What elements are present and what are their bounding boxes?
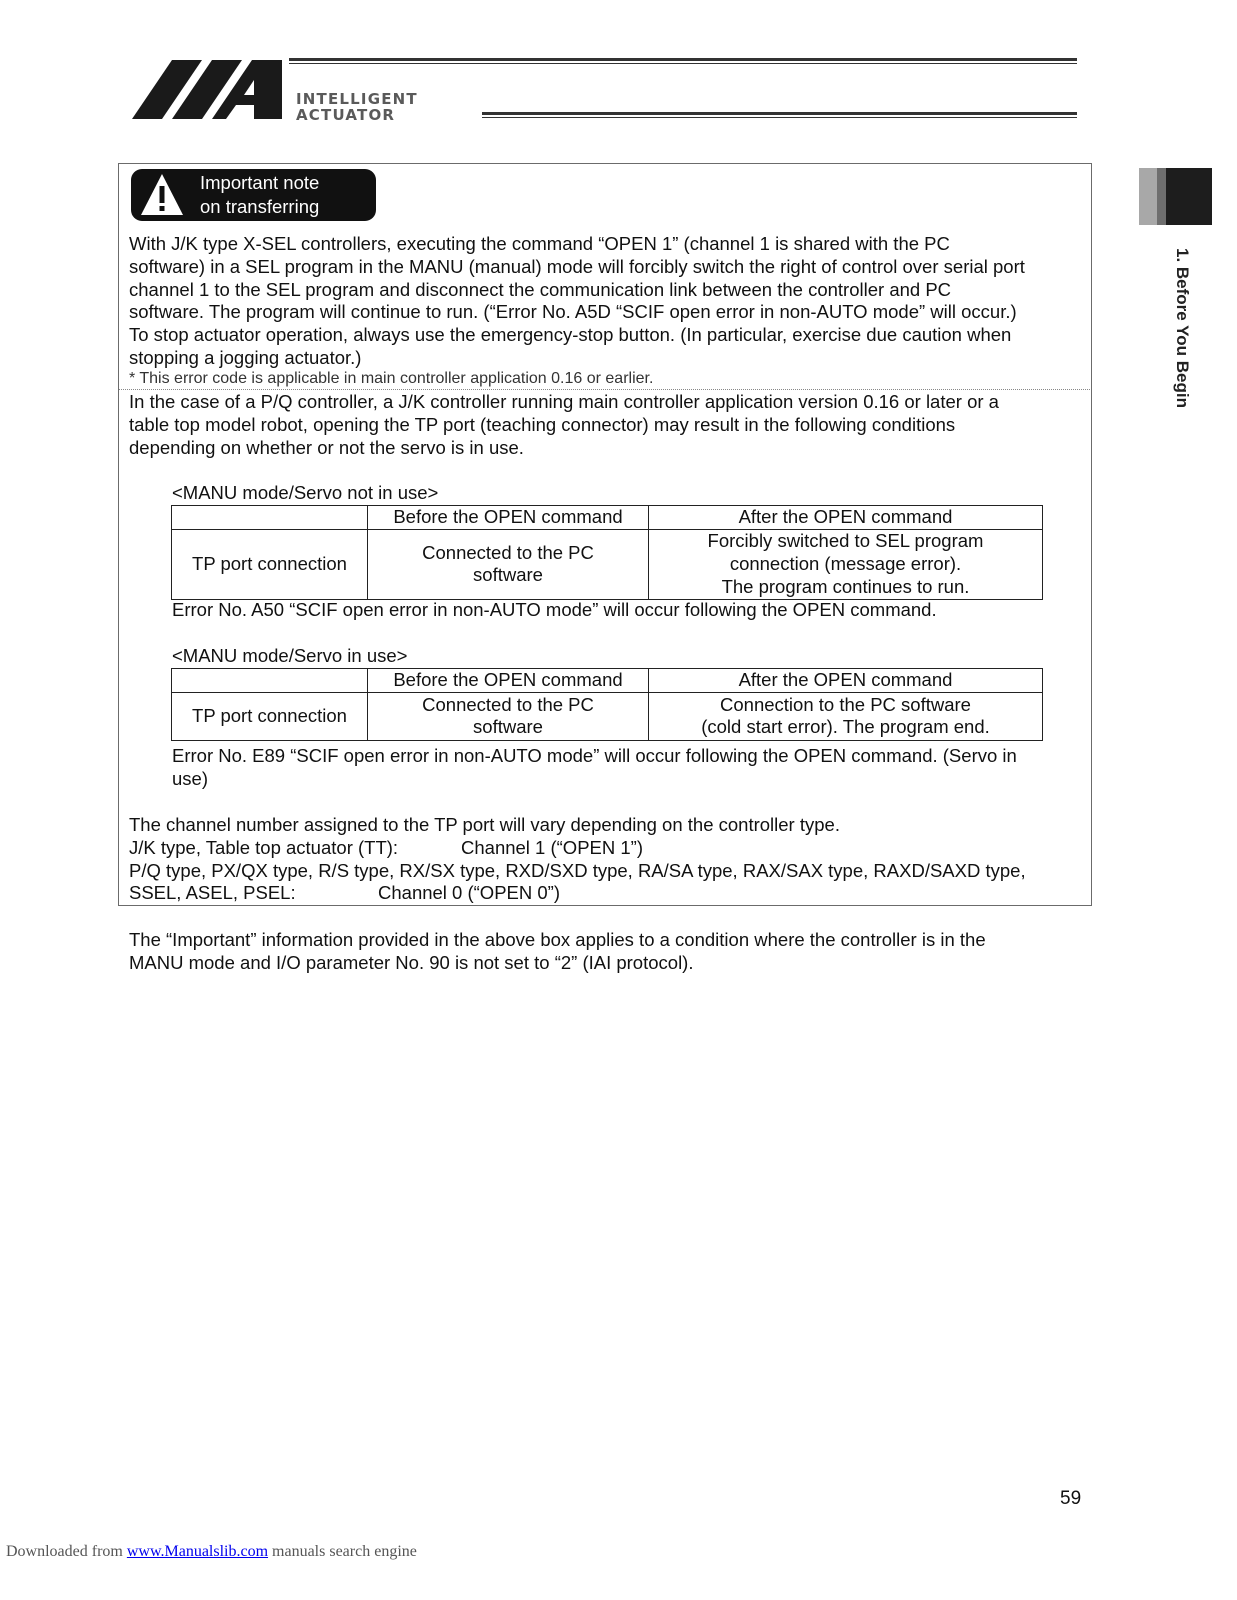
table-header-after: After the OPEN command — [649, 669, 1043, 693]
footer-suffix: manuals search engine — [268, 1543, 417, 1560]
text-line: Error No. E89 “SCIF open error in non-AUTO mode” will occur following the OPEN command. (Servo in — [172, 745, 1017, 766]
dotted-divider — [119, 389, 1090, 390]
channel-row2-label: P/Q type, PX/QX type, R/S type, RX/SX type, RXD/SXD type, RA/SA type, RAX/SAX type, RAXD/SAXD type, — [129, 860, 1026, 881]
servo-in-use-table — [171, 668, 1043, 741]
text-line: In the case of a P/Q controller, a J/K controller running main controller application version 0.16 or later or a — [129, 391, 999, 412]
table-cell-empty — [172, 669, 368, 693]
channel-intro: The channel number assigned to the TP port will vary depending on the controller type. — [129, 814, 840, 835]
table-cell-empty — [172, 506, 368, 530]
important-applicability-note — [129, 929, 986, 975]
text-line: The “Important” information provided in the above box applies to a condition where the controller is in the — [129, 929, 986, 950]
channel-row1-label: J/K type, Table top actuator (TT): — [129, 837, 399, 858]
important-note-badge — [131, 169, 376, 221]
footer-prefix: Downloaded from — [6, 1543, 127, 1560]
cell-line: software — [473, 716, 543, 738]
text-line: depending on whether or not the servo is in use. — [129, 436, 524, 458]
table1-error-note: Error No. A50 “SCIF open error in non-AUTO mode” will occur following the OPEN command. — [172, 599, 937, 620]
cell-line: connection (message error). — [729, 552, 962, 574]
text-line: software) in a SEL program in the MANU (manual) mode will forcibly switch the right of control over serial port — [129, 255, 1025, 277]
channel-row2-label-cont: SSEL, ASEL, PSEL: — [129, 882, 296, 903]
cell-line: Connection to the PC software — [720, 693, 971, 715]
text-line: stopping a jogging actuator.) — [129, 346, 362, 368]
channel-row1-value: Channel 1 (“OPEN 1”) — [461, 837, 643, 858]
cell-line: Connected to the PC — [422, 693, 594, 715]
transfer-warning-paragraph — [129, 233, 1025, 370]
table2-caption: <MANU mode/Servo in use> — [172, 645, 408, 666]
manualslib-link[interactable]: www.Manualslib.com — [126, 1543, 269, 1560]
text-line: With J/K type X-SEL controllers, executing the command “OPEN 1” (channel 1 is shared with the PC — [129, 233, 950, 254]
table-header-before: Before the OPEN command — [368, 506, 649, 530]
text-line: MANU mode and I/O parameter No. 90 is not set to “2” (IAI protocol). — [129, 951, 694, 973]
table-row-label: TP port connection — [172, 529, 368, 599]
cell-line: The program continues to run. — [721, 575, 970, 597]
table-cell-before — [368, 692, 649, 740]
channel-row2-value: Channel 0 (“OPEN 0”) — [378, 882, 560, 903]
chapter-tab-marker — [1139, 168, 1212, 225]
table2-error-note — [172, 745, 1017, 791]
intelligent-actuator-logo — [132, 58, 1082, 124]
table-header-after: After the OPEN command — [649, 506, 1043, 530]
table-cell-before — [368, 529, 649, 599]
servo-not-in-use-table — [171, 505, 1043, 600]
badge-line2: on transferring — [200, 196, 320, 217]
warning-icon — [139, 172, 185, 218]
table-cell-after — [649, 529, 1043, 599]
error-code-footnote: * This error code is applicable in main controller application 0.16 or earlier. — [129, 370, 654, 387]
cell-line: Connected to the PC — [422, 541, 594, 563]
logo-text-line2: ACTUATOR — [296, 106, 396, 124]
text-line: software. The program will continue to run. (“Error No. A5D “SCIF open error in non-AUTO mode” will occur.) — [129, 301, 1017, 323]
text-line: To stop actuator operation, always use the emergency-stop button. (In particular, exercise due caution when — [129, 324, 1012, 346]
cell-line: Forcibly switched to SEL program — [707, 530, 984, 552]
page-number: 59 — [1060, 1488, 1082, 1509]
table1-caption: <MANU mode/Servo not in use> — [172, 482, 439, 503]
logo-text-line1: INTELLIGENT — [296, 90, 418, 108]
chapter-tab-label: 1. Before You Begin — [1173, 248, 1192, 408]
text-line: table top model robot, opening the TP port (teaching connector) may result in the following conditions — [129, 413, 956, 435]
table-header-before: Before the OPEN command — [368, 669, 649, 693]
text-line: use) — [172, 767, 208, 789]
tp-port-paragraph — [129, 391, 999, 459]
download-footer — [6, 1543, 417, 1561]
table-row-label: TP port connection — [172, 692, 368, 740]
text-line: channel 1 to the SEL program and disconnect the communication link between the controller and PC — [129, 278, 952, 300]
badge-line1: Important note — [200, 172, 320, 193]
cell-line: (cold start error). The program end. — [701, 716, 990, 738]
table-cell-after — [649, 692, 1043, 740]
logo-mark — [132, 58, 1082, 124]
cell-line: software — [473, 564, 543, 586]
